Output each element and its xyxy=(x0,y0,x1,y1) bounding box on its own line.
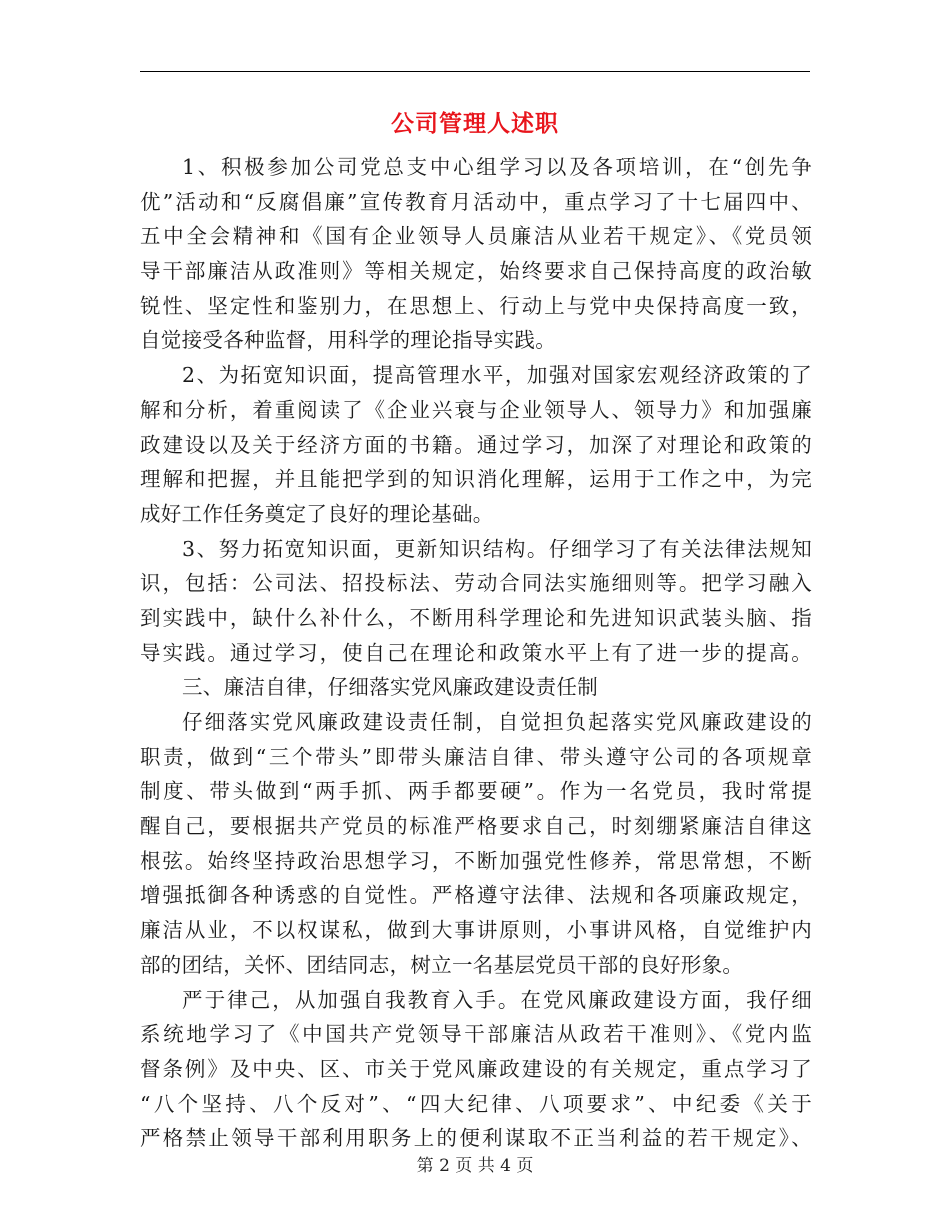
body-line: 仔细落实党风廉政建设责任制，自觉担负起落实党风廉政建设的 xyxy=(182,710,812,734)
body-line: 系统地学习了《中国共产党领导干部廉洁从政若干准则》、《党内监 xyxy=(140,1022,812,1047)
body-line: 锐性、坚定性和鉴别力，在思想上、行动上与党中央保持高度一致， xyxy=(140,293,812,318)
body-line: 三、廉洁自律，仔细落实党风廉政建设责任制 xyxy=(182,675,598,700)
body-line: 理解和把握，并且能把学到的知识消化理解，运用于工作之中，为完 xyxy=(140,467,812,492)
body-line: 识，包括：公司法、招投标法、劳动合同法实施细则等。把学习融入 xyxy=(140,571,812,596)
body-line: 督条例》及中央、区、市关于党风廉政建设的有关规定，重点学习了 xyxy=(140,1056,812,1081)
body-line: 五中全会精神和《国有企业领导人员廉洁从业若干规定》、《党员领 xyxy=(140,224,812,249)
body-line: 醒自己，要根据共产党员的标准严格要求自己，时刻绷紧廉洁自律这 xyxy=(140,814,812,839)
body-line: 制度、带头做到“两手抓、两手都要硬”。作为一名党员，我时常提 xyxy=(140,779,812,804)
body-line: 严于律己，从加强自我教育入手。在党风廉政建设方面，我仔细 xyxy=(182,987,812,1012)
body-line: 严格禁止领导干部利用职务上的便利谋取不正当利益的若干规定》、 xyxy=(140,1126,812,1151)
document-body xyxy=(140,150,812,1156)
body-line: 自觉接受各种监督，用科学的理论指导实践。 xyxy=(140,328,556,353)
document-title: 公司管理人述职 xyxy=(391,110,559,137)
body-line: 到实践中，缺什么补什么，不断用科学理论和先进知识武装头脑、指 xyxy=(140,605,812,630)
body-line: 优”活动和“反腐倡廉”宣传教育月活动中，重点学习了十七届四中、 xyxy=(140,189,812,214)
body-line: 2、为拓宽知识面，提高管理水平，加强对国家宏观经济政策的了 xyxy=(182,363,812,388)
body-line: 增强抵御各种诱惑的自觉性。严格遵守法律、法规和各项廉政规定， xyxy=(140,883,812,908)
body-line: 1、积极参加公司党总支中心组学习以及各项培训，在“创先争 xyxy=(182,155,812,179)
body-line: 职责，做到“三个带头”即带头廉洁自律、带头遵守公司的各项规章 xyxy=(140,744,812,769)
header-rule xyxy=(140,71,810,72)
body-line: “八个坚持、八个反对”、“四大纪律、八项要求”、中纪委《关于 xyxy=(140,1091,812,1116)
body-line: 导实践。通过学习，使自己在理论和政策水平上有了进一步的提高。 xyxy=(140,640,812,665)
body-line: 导干部廉洁从政准则》等相关规定，始终要求自己保持高度的政治敏 xyxy=(140,259,812,284)
body-line: 根弦。始终坚持政治思想学习，不断加强党性修养，常思常想，不断 xyxy=(140,848,812,873)
body-line: 政建设以及关于经济方面的书籍。通过学习，加深了对理论和政策的 xyxy=(140,432,812,457)
body-line: 廉洁从业，不以权谋私，做到大事讲原则，小事讲风格，自觉维护内 xyxy=(140,918,812,943)
page-number-footer: 第 2 页 共 4 页 xyxy=(416,1156,534,1176)
body-line: 解和分析，着重阅读了《企业兴衰与企业领导人、领导力》和加强廉 xyxy=(140,397,812,422)
body-line: 成好工作任务奠定了良好的理论基础。 xyxy=(140,501,494,526)
body-line: 3、努力拓宽知识面，更新知识结构。仔细学习了有关法律法规知 xyxy=(182,536,812,561)
body-line: 部的团结，关怀、团结同志，树立一名基层党员干部的良好形象。 xyxy=(140,952,744,977)
